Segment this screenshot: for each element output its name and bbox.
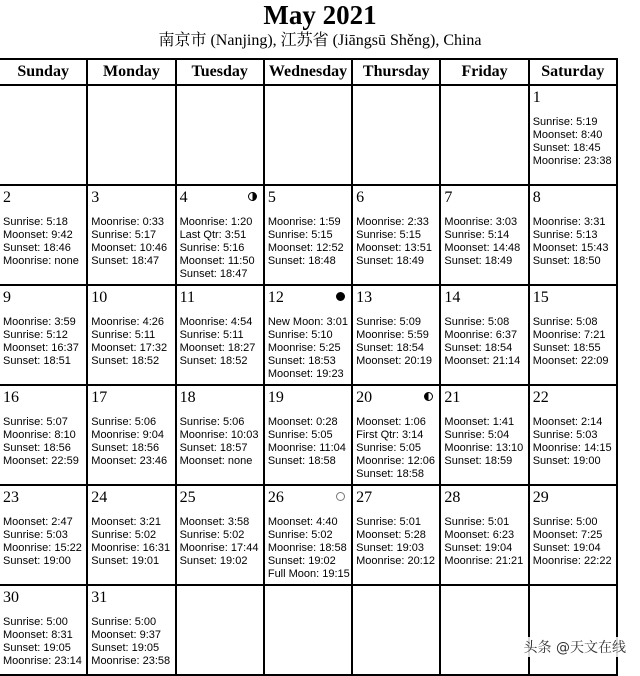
day-events bbox=[268, 416, 346, 468]
event-line: Sunrise: 5:03 bbox=[3, 529, 68, 541]
event-line: Moonset: 1:41 bbox=[444, 416, 515, 428]
event-line: Moonrise: 3:03 bbox=[444, 216, 518, 228]
day-number: 21 bbox=[444, 389, 461, 406]
day-cell bbox=[529, 385, 617, 485]
day-cell bbox=[176, 385, 264, 485]
week-row bbox=[0, 185, 617, 285]
day-events bbox=[268, 216, 344, 268]
event-line: Moonset: 15:43 bbox=[532, 242, 609, 254]
week-row bbox=[0, 485, 617, 585]
event-line: New Moon: 3:01 bbox=[267, 316, 348, 328]
day-events bbox=[3, 216, 79, 268]
day-cell bbox=[0, 585, 87, 675]
event-line: Sunset: 18:48 bbox=[267, 255, 336, 267]
event-line: Sunset: 19:00 bbox=[532, 455, 601, 467]
day-cell bbox=[87, 585, 175, 675]
event-line: Moonrise: 12:06 bbox=[356, 455, 436, 467]
day-number: 1 bbox=[532, 89, 541, 106]
event-line: Moonset: 17:32 bbox=[91, 342, 168, 354]
day-cell bbox=[176, 285, 264, 385]
day-events bbox=[180, 416, 259, 468]
event-line: Moonrise: none bbox=[3, 255, 79, 267]
event-line: Sunrise: 5:08 bbox=[444, 316, 510, 328]
event-line: Sunset: 18:52 bbox=[179, 355, 248, 367]
empty-day-cell bbox=[0, 85, 87, 185]
month-calendar bbox=[0, 58, 618, 676]
event-line: Sunrise: 5:11 bbox=[179, 329, 244, 341]
empty-day-cell bbox=[264, 85, 352, 185]
day-number: 14 bbox=[444, 289, 461, 306]
day-number: 23 bbox=[3, 489, 19, 506]
event-line: Moonset: 18:27 bbox=[179, 342, 256, 354]
event-line: Sunset: 18:51 bbox=[3, 355, 71, 367]
day-number: 15 bbox=[532, 289, 549, 306]
event-line: Moonrise: 16:31 bbox=[91, 542, 171, 554]
day-number: 18 bbox=[179, 389, 196, 406]
event-line: Moonrise: 20:12 bbox=[356, 555, 436, 567]
day-events bbox=[533, 316, 609, 368]
day-cell bbox=[352, 185, 440, 285]
day-number: 12 bbox=[267, 289, 284, 306]
event-line: Sunrise: 5:04 bbox=[444, 429, 510, 441]
event-line: Moonset: 4:40 bbox=[267, 516, 338, 528]
event-line: Sunrise: 5:15 bbox=[356, 229, 421, 241]
event-line: Moonrise: 2:33 bbox=[356, 216, 429, 228]
day-cell bbox=[352, 485, 440, 585]
event-line: Moonrise: 9:04 bbox=[91, 429, 165, 441]
day-events bbox=[3, 616, 82, 668]
empty-day-cell bbox=[352, 585, 440, 675]
event-line: Moonrise: 0:33 bbox=[91, 216, 165, 228]
event-line: Sunrise: 5:12 bbox=[3, 329, 68, 341]
day-cell bbox=[0, 485, 87, 585]
event-line: Moonrise: 1:20 bbox=[179, 216, 253, 228]
event-line: Sunrise: 5:07 bbox=[3, 416, 68, 428]
event-line: Moonrise: 22:22 bbox=[532, 555, 612, 567]
day-events bbox=[356, 216, 432, 268]
event-line: Moonset: 3:58 bbox=[179, 516, 250, 528]
event-line: Moonrise: 15:22 bbox=[3, 542, 82, 554]
day-cell bbox=[176, 185, 264, 285]
day-number: 30 bbox=[3, 589, 19, 606]
day-number: 22 bbox=[532, 389, 549, 406]
day-events bbox=[444, 416, 523, 468]
day-cell bbox=[440, 485, 528, 585]
day-cell bbox=[440, 385, 528, 485]
event-line: Sunset: 19:04 bbox=[532, 542, 601, 554]
event-line: Sunset: 19:02 bbox=[179, 555, 248, 567]
event-line: Moonset: 1:06 bbox=[356, 416, 426, 428]
event-line: Sunset: 19:05 bbox=[91, 642, 160, 654]
event-line: Sunrise: 5:01 bbox=[444, 516, 510, 528]
day-events bbox=[533, 216, 609, 268]
event-line: Last Qtr: 3:51 bbox=[179, 229, 247, 241]
event-line: Sunset: 18:46 bbox=[3, 242, 71, 254]
event-line: Sunrise: 5:06 bbox=[91, 416, 157, 428]
day-number: 9 bbox=[3, 289, 11, 306]
week-row bbox=[0, 85, 617, 185]
day-events bbox=[356, 416, 435, 481]
event-line: Moonset: 6:23 bbox=[444, 529, 515, 541]
day-events bbox=[180, 216, 255, 281]
event-line: Sunset: 19:05 bbox=[3, 642, 71, 654]
weekday-saturday: Saturday bbox=[529, 59, 617, 85]
event-line: Moonrise: 13:10 bbox=[444, 442, 524, 454]
event-line: Sunrise: 5:15 bbox=[267, 229, 333, 241]
day-cell bbox=[352, 385, 440, 485]
event-line: Moonrise: 1:59 bbox=[267, 216, 341, 228]
event-line: Sunset: 18:54 bbox=[444, 342, 513, 354]
day-cell bbox=[440, 185, 528, 285]
day-cell bbox=[440, 285, 528, 385]
event-line: Moonset: 19:23 bbox=[267, 368, 344, 380]
day-events bbox=[533, 516, 612, 568]
event-line: Sunset: 18:58 bbox=[356, 468, 425, 480]
empty-day-cell bbox=[440, 85, 528, 185]
event-line: Sunrise: 5:01 bbox=[356, 516, 421, 528]
event-line: Sunset: 19:03 bbox=[356, 542, 425, 554]
event-line: Moonrise: 8:10 bbox=[3, 429, 76, 441]
weekday-tuesday: Tuesday bbox=[176, 59, 264, 85]
event-line: Moonrise: 18:58 bbox=[267, 542, 347, 554]
event-line: Moonrise: 5:59 bbox=[356, 329, 429, 341]
day-number: 2 bbox=[3, 189, 11, 206]
event-line: Sunrise: 5:16 bbox=[179, 242, 245, 254]
event-line: Sunset: 18:50 bbox=[532, 255, 601, 267]
event-line: Moonset: 11:50 bbox=[179, 255, 255, 267]
day-cell bbox=[87, 185, 175, 285]
day-events bbox=[356, 516, 435, 568]
event-line: Sunrise: 5:00 bbox=[3, 616, 68, 628]
event-line: Sunset: 19:02 bbox=[267, 555, 336, 567]
day-cell bbox=[87, 285, 175, 385]
day-cell bbox=[176, 485, 264, 585]
event-line: Sunset: 18:53 bbox=[267, 355, 336, 367]
empty-day-cell bbox=[529, 585, 617, 675]
event-line: Sunset: 18:56 bbox=[3, 442, 71, 454]
event-line: Sunrise: 5:13 bbox=[532, 229, 598, 241]
event-line: Moonrise: 10:03 bbox=[179, 429, 259, 441]
calendar-body bbox=[0, 85, 617, 675]
day-cell bbox=[264, 485, 352, 585]
weekday-friday: Friday bbox=[440, 59, 528, 85]
event-line: Sunset: 18:58 bbox=[267, 455, 336, 467]
weekday-wednesday: Wednesday bbox=[264, 59, 352, 85]
event-line: Sunrise: 5:05 bbox=[267, 429, 333, 441]
day-events bbox=[3, 316, 79, 368]
day-cell bbox=[0, 185, 87, 285]
new-moon-icon bbox=[336, 292, 345, 301]
event-line: Sunrise: 5:10 bbox=[267, 329, 333, 341]
source-watermark: 头条 @天文在线 bbox=[522, 637, 628, 657]
day-cell bbox=[529, 185, 617, 285]
event-line: Sunset: 18:49 bbox=[356, 255, 425, 267]
event-line: Moonrise: 4:54 bbox=[179, 316, 253, 328]
empty-day-cell bbox=[352, 85, 440, 185]
day-events bbox=[444, 316, 520, 368]
week-row bbox=[0, 285, 617, 385]
event-line: Moonset: 14:48 bbox=[444, 242, 521, 254]
day-number: 11 bbox=[179, 289, 195, 306]
event-line: Moonset: 16:37 bbox=[3, 342, 79, 354]
event-line: Sunrise: 5:03 bbox=[532, 429, 598, 441]
day-cell bbox=[529, 485, 617, 585]
day-number: 4 bbox=[179, 189, 188, 206]
event-line: Moonset: 8:40 bbox=[532, 129, 603, 141]
day-number: 6 bbox=[356, 189, 365, 206]
day-number: 19 bbox=[267, 389, 284, 406]
day-events bbox=[533, 416, 612, 468]
event-line: Sunset: 19:04 bbox=[444, 542, 513, 554]
event-line: Sunset: 18:52 bbox=[91, 355, 160, 367]
event-line: Sunrise: 5:02 bbox=[179, 529, 245, 541]
event-line: Moonset: 3:21 bbox=[91, 516, 161, 528]
day-number: 28 bbox=[444, 489, 461, 506]
event-line: Moonrise: 23:14 bbox=[3, 655, 82, 667]
day-cell bbox=[87, 385, 175, 485]
event-line: Moonrise: 21:21 bbox=[444, 555, 524, 567]
event-line: Moonrise: 23:38 bbox=[532, 155, 612, 167]
day-cell bbox=[529, 85, 617, 185]
day-number: 24 bbox=[91, 489, 108, 506]
event-line: Moonset: 5:28 bbox=[356, 529, 426, 541]
week-row bbox=[0, 385, 617, 485]
day-number: 8 bbox=[532, 189, 541, 206]
day-events bbox=[180, 316, 256, 368]
event-line: Sunrise: 5:17 bbox=[91, 229, 157, 241]
day-events bbox=[533, 116, 612, 168]
day-number: 13 bbox=[356, 289, 373, 306]
day-number: 20 bbox=[356, 389, 373, 406]
day-events bbox=[91, 516, 170, 568]
event-line: Moonset: 0:28 bbox=[267, 416, 338, 428]
event-line: Moonset: 8:31 bbox=[3, 629, 73, 641]
event-line: Moonset: 22:59 bbox=[3, 455, 79, 467]
empty-day-cell bbox=[264, 585, 352, 675]
event-line: Sunset: 18:49 bbox=[444, 255, 513, 267]
weekday-header-row bbox=[0, 59, 617, 85]
day-number: 31 bbox=[91, 589, 108, 606]
event-line: Moonset: 23:46 bbox=[91, 455, 168, 467]
event-line: Moonrise: 3:31 bbox=[532, 216, 606, 228]
event-line: Sunset: 18:55 bbox=[532, 342, 601, 354]
full-moon-icon bbox=[336, 492, 345, 501]
day-events bbox=[91, 216, 167, 268]
event-line: Moonset: 20:19 bbox=[356, 355, 432, 367]
day-cell bbox=[87, 485, 175, 585]
calendar-title: May 2021 bbox=[263, 0, 377, 30]
event-line: Sunset: 18:47 bbox=[179, 268, 248, 280]
day-number: 10 bbox=[91, 289, 108, 306]
event-line: Sunset: 19:00 bbox=[3, 555, 71, 567]
day-number: 16 bbox=[3, 389, 19, 406]
event-line: Moonrise: 7:21 bbox=[532, 329, 606, 341]
empty-day-cell bbox=[176, 85, 264, 185]
empty-day-cell bbox=[176, 585, 264, 675]
day-number: 17 bbox=[91, 389, 108, 406]
day-cell bbox=[0, 285, 87, 385]
event-line: Moonrise: 17:44 bbox=[179, 542, 259, 554]
day-events bbox=[3, 416, 79, 468]
event-line: Moonrise: 6:37 bbox=[444, 329, 518, 341]
event-line: Sunrise: 5:08 bbox=[532, 316, 598, 328]
day-number: 29 bbox=[532, 489, 549, 506]
day-number: 27 bbox=[356, 489, 373, 506]
weekday-thursday: Thursday bbox=[352, 59, 440, 85]
event-line: Moonset: 13:51 bbox=[356, 242, 432, 254]
event-line: Sunset: 18:56 bbox=[91, 442, 160, 454]
event-line: Moonset: 22:09 bbox=[532, 355, 609, 367]
weekday-sunday: Sunday bbox=[0, 59, 87, 85]
day-cell bbox=[0, 385, 87, 485]
empty-day-cell bbox=[87, 85, 175, 185]
day-events bbox=[356, 316, 432, 368]
day-events bbox=[91, 616, 170, 668]
week-row bbox=[0, 585, 617, 675]
event-line: Sunset: 18:54 bbox=[356, 342, 425, 354]
event-line: Sunrise: 5:18 bbox=[3, 216, 68, 228]
event-line: Sunrise: 5:00 bbox=[532, 516, 598, 528]
event-line: Moonset: 2:14 bbox=[532, 416, 603, 428]
event-line: Sunset: 18:59 bbox=[444, 455, 513, 467]
event-line: Moonset: 12:52 bbox=[267, 242, 344, 254]
event-line: Sunrise: 5:00 bbox=[91, 616, 157, 628]
event-line: Sunrise: 5:06 bbox=[179, 416, 245, 428]
event-line: Sunset: 18:57 bbox=[179, 442, 248, 454]
day-events bbox=[268, 516, 350, 581]
event-line: Moonset: 9:37 bbox=[91, 629, 161, 641]
event-line: Sunset: 18:47 bbox=[91, 255, 160, 267]
day-events bbox=[444, 216, 520, 268]
event-line: Sunrise: 5:14 bbox=[444, 229, 510, 241]
event-line: Sunset: 18:45 bbox=[532, 142, 601, 154]
event-line: Sunrise: 5:02 bbox=[91, 529, 157, 541]
event-line: Moonset: 10:46 bbox=[91, 242, 168, 254]
day-events bbox=[91, 316, 167, 368]
day-events bbox=[91, 416, 167, 468]
event-line: Sunrise: 5:11 bbox=[91, 329, 156, 341]
event-line: Full Moon: 19:15 bbox=[267, 568, 350, 580]
event-line: Moonrise: 23:58 bbox=[91, 655, 171, 667]
day-cell bbox=[264, 285, 352, 385]
day-number: 25 bbox=[179, 489, 196, 506]
day-events bbox=[3, 516, 82, 568]
event-line: Moonset: 7:25 bbox=[532, 529, 603, 541]
weekday-monday: Monday bbox=[87, 59, 175, 85]
event-line: Sunset: 19:01 bbox=[91, 555, 160, 567]
event-line: Moonrise: 3:59 bbox=[3, 316, 76, 328]
day-number: 3 bbox=[91, 189, 100, 206]
event-line: Moonrise: 11:04 bbox=[267, 442, 346, 454]
day-events bbox=[444, 516, 523, 568]
event-line: Moonset: none bbox=[179, 455, 253, 467]
event-line: Moonrise: 4:26 bbox=[91, 316, 165, 328]
day-cell bbox=[264, 185, 352, 285]
event-line: Moonrise: 5:25 bbox=[267, 342, 341, 354]
event-line: Sunrise: 5:05 bbox=[356, 442, 421, 454]
day-number: 5 bbox=[267, 189, 276, 206]
location-subtitle: 南京市 (Nanjing), 江苏省 (Jiāngsū Shěng), China bbox=[158, 32, 482, 49]
event-line: Sunrise: 5:02 bbox=[267, 529, 333, 541]
event-line: Sunrise: 5:09 bbox=[356, 316, 421, 328]
day-events bbox=[180, 516, 259, 568]
day-events bbox=[268, 316, 348, 381]
day-number: 7 bbox=[444, 189, 453, 206]
event-line: Moonset: 2:47 bbox=[3, 516, 73, 528]
event-line: Moonrise: 14:15 bbox=[532, 442, 612, 454]
event-line: First Qtr: 3:14 bbox=[356, 429, 424, 441]
day-cell bbox=[264, 385, 352, 485]
day-cell bbox=[529, 285, 617, 385]
empty-day-cell bbox=[440, 585, 528, 675]
event-line: Sunrise: 5:19 bbox=[532, 116, 598, 128]
event-line: Moonset: 21:14 bbox=[444, 355, 521, 367]
last-quarter-moon-icon bbox=[248, 192, 257, 201]
event-line: Moonset: 9:42 bbox=[3, 229, 73, 241]
day-cell bbox=[352, 285, 440, 385]
day-number: 26 bbox=[267, 489, 284, 506]
first-quarter-moon-icon bbox=[424, 392, 433, 401]
